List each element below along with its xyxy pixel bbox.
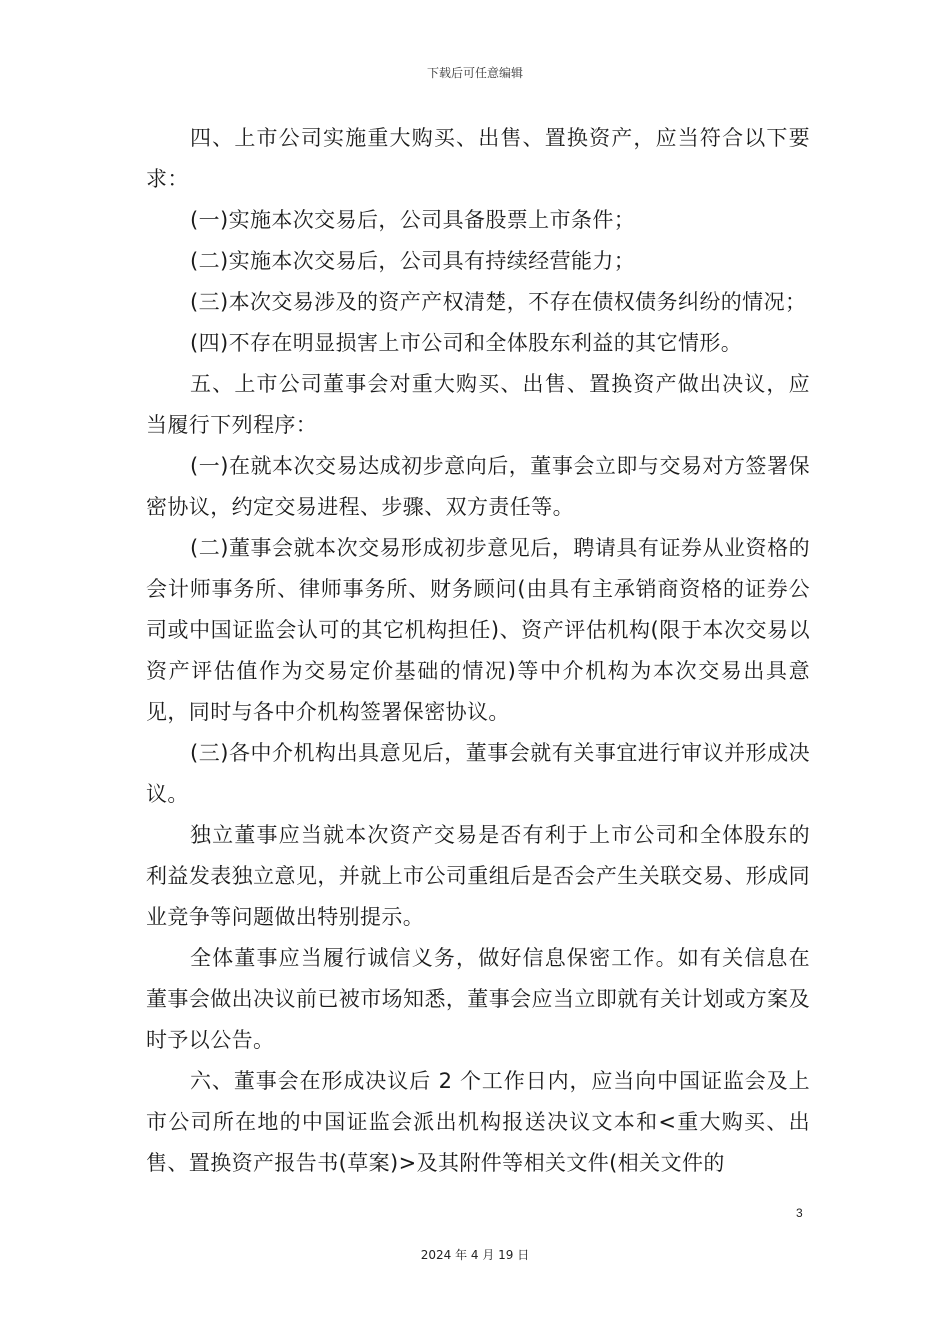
paragraph-item-5-1: (一)在就本次交易达成初步意向后，董事会立即与交易对方签署保密协议，约定交易进程、步骤、双方责任等。 <box>146 454 810 519</box>
paragraph-item-4-2: (二)实施本次交易后，公司具有持续经营能力； <box>190 249 636 273</box>
paragraph-independent-directors: 独立董事应当就本次资产交易是否有利于上市公司和全体股东的利益发表独立意见，并就上市公司重组后是否会产生关联交易、形成同业竞争等问题做出特别提示。 <box>146 823 810 929</box>
paragraph-item-5-3: (三)各中介机构出具意见后，董事会就有关事宜进行审议并形成决议。 <box>146 741 810 806</box>
paragraph-section-6: 六、董事会在形成决议后 2 个工作日内，应当向中国证监会及上市公司所在地的中国证监会派出机构报送决议文本和<重大购买、出售、置换资产报告书(草案)>及其附件等相关文件(相关文件的 <box>146 1069 810 1175</box>
page-number: 3 <box>796 1206 803 1220</box>
footer-date: 2024 年 4 月 19 日 <box>420 1248 530 1262</box>
page-header: 下载后可任意编辑 <box>426 66 523 80</box>
document-body <box>146 118 810 1184</box>
paragraph-item-4-3: (三)本次交易涉及的资产产权清楚，不存在债权债务纠纷的情况； <box>190 290 807 314</box>
paragraph-item-4-1: (一)实施本次交易后，公司具备股票上市条件； <box>190 208 636 232</box>
paragraph-all-directors: 全体董事应当履行诚信义务，做好信息保密工作。如有关信息在董事会做出决议前已被市场知悉，董事会应当立即就有关计划或方案及时予以公告。 <box>146 946 810 1052</box>
paragraph-item-4-4: (四)不存在明显损害上市公司和全体股东利益的其它情形。 <box>190 331 743 355</box>
paragraph-item-5-2: (二)董事会就本次交易形成初步意见后，聘请具有证券从业资格的会计师事务所、律师事务所、财务顾问(由具有主承销商资格的证券公司或中国证监会认可的其它机构担任)、资产评估机构(限于本次交易以资产评估值作为交易定价基础的情况)等中介机构为本次交易出具意见，同时与各中介机构签署保密协议。 <box>146 536 810 724</box>
paragraph-section-5: 五、上市公司董事会对重大购买、出售、置换资产做出决议，应当履行下列程序： <box>146 372 810 437</box>
paragraph-section-4: 四、上市公司实施重大购买、出售、置换资产，应当符合以下要求： <box>146 126 810 191</box>
